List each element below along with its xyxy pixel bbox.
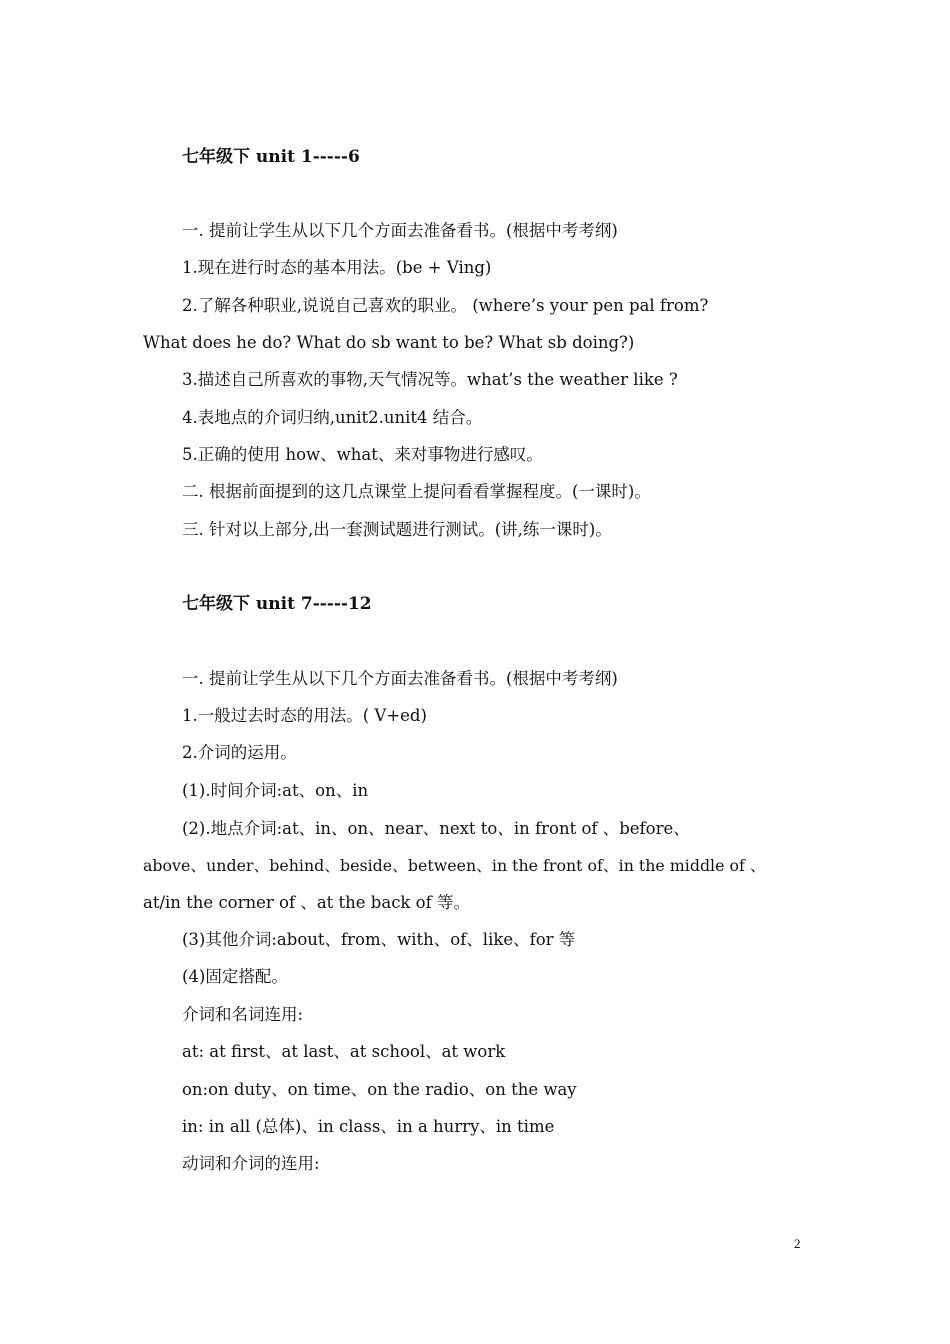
section-2-line: (4)固定搭配。 bbox=[182, 967, 288, 986]
section-2-line: above、under、behind、beside、between、in the front of、in the middle of 、 bbox=[143, 856, 766, 875]
section-2-line: (1).时间介词:at、on、in bbox=[182, 781, 369, 800]
section-2-line: 一. 提前让学生从以下几个方面去准备看书。(根据中考考纲) bbox=[182, 669, 618, 688]
section-2-line: 1.一般过去时态的用法。( V+ed) bbox=[182, 706, 427, 725]
page-number: 2 bbox=[794, 1236, 801, 1251]
section-1-line: 2.了解各种职业,说说自己喜欢的职业。 (where’s your pen pal from? bbox=[182, 296, 709, 315]
section-1-line: 一. 提前让学生从以下几个方面去准备看书。(根据中考考纲) bbox=[182, 221, 618, 240]
section-1-line: 3.描述自己所喜欢的事物,天气情况等。what’s the weather like ? bbox=[182, 370, 678, 389]
section-1-title: 七年级下 unit 1-----6 bbox=[182, 147, 360, 167]
section-2-line: on:on duty、on time、on the radio、on the way bbox=[182, 1080, 577, 1099]
section-2-line: 2.介词的运用。 bbox=[182, 743, 297, 762]
section-1-line: 二. 根据前面提到的这几点课堂上提问看看掌握程度。(一课时)。 bbox=[182, 482, 651, 501]
section-2-title: 七年级下 unit 7-----12 bbox=[182, 594, 372, 614]
section-2-line: at: at first、at last、at school、at work bbox=[182, 1042, 506, 1061]
section-1-line: 三. 针对以上部分,出一套测试题进行测试。(讲,练一课时)。 bbox=[182, 520, 612, 539]
section-1-line: What does he do? What do sb want to be? What sb doing?) bbox=[143, 333, 635, 352]
section-2-line: at/in the corner of 、at the back of 等。 bbox=[143, 893, 470, 912]
section-2-line: 介词和名词连用: bbox=[182, 1005, 304, 1024]
section-2-line: (3)其他介词:about、from、with、of、like、for 等 bbox=[182, 930, 576, 949]
section-1-line: 4.表地点的介词归纳,unit2.unit4 结合。 bbox=[182, 408, 483, 427]
section-1-line: 5.正确的使用 how、what、来对事物进行感叹。 bbox=[182, 445, 543, 464]
section-2-line: 动词和介词的连用: bbox=[182, 1154, 320, 1173]
section-2-line: in: in all (总体)、in class、in a hurry、in time bbox=[182, 1117, 555, 1136]
section-2-line: (2).地点介词:at、in、on、near、next to、in front of 、before、 bbox=[182, 819, 690, 838]
section-1-line: 1.现在进行时态的基本用法。(be + Ving) bbox=[182, 258, 492, 277]
